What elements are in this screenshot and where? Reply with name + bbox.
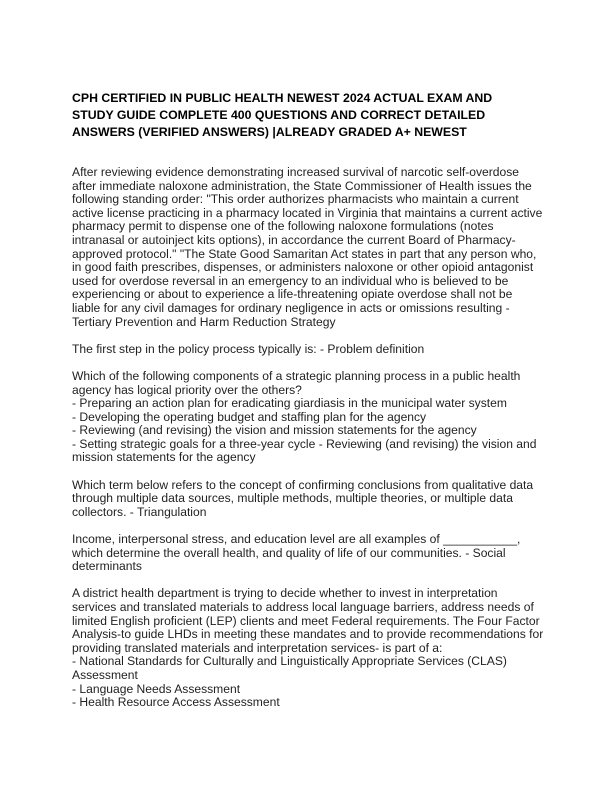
text-line: agency has logical priority over the others?	[72, 382, 302, 397]
text-line: - Preparing an action plan for eradicating giardiasis in the municipal water system	[72, 396, 507, 411]
text-line: mission statements for the agency	[72, 450, 256, 465]
text-line: - National Standards for Culturally and Linguistically Appropriate Services (CLAS)	[72, 654, 507, 669]
text-line: limited English proficient (LEP) clients and meet Federal requirements. The Four Factor	[72, 613, 540, 628]
paragraph-spacer	[72, 519, 552, 533]
text-line: The first step in the policy process typically is: - Problem definition	[72, 341, 425, 356]
document-body	[72, 166, 552, 710]
text-line: services and translated materials to address local language barriers, address needs of	[72, 600, 534, 614]
text-line: which determine the overall health, and quality of life of our communities. - Social	[72, 545, 506, 560]
text-line: pharmacy permit to dispense one of the following naloxone formulations (notes	[72, 219, 494, 234]
text-line: Which term below refers to the concept of confirming conclusions from qualitative data	[72, 477, 534, 492]
text-line: - Setting strategic goals for a three-year cycle - Reviewing (and revising) the vision and	[72, 436, 537, 451]
text-line: - Developing the operating budget and staffing plan for the agency	[72, 409, 427, 424]
paragraph-naloxone-question	[72, 166, 552, 329]
paragraph-spacer	[72, 465, 552, 479]
text-line: active license practicing in a pharmacy located in Virginia that maintains a current active	[72, 205, 543, 220]
text-line: Which of the following components of a strategic planning process in a public health	[72, 368, 521, 383]
text-line: After reviewing evidence demonstrating increased survival of narcotic self-overdose	[72, 165, 520, 179]
text-line: experiencing or about to experience a life-threatening opiate overdose shall not be	[72, 287, 513, 302]
text-line: in good faith prescribes, dispenses, or administers naloxone or other opioid antagonist	[72, 260, 534, 275]
text-line: - Reviewing (and revising) the vision and mission statements for the agency	[72, 423, 477, 438]
title-line: CPH CERTIFIED IN PUBLIC HEALTH NEWEST 2024 ACTUAL EXAM AND	[72, 91, 493, 105]
text-line: providing translated materials and interpretation services- is part of a:	[72, 640, 443, 655]
text-line: collectors. - Triangulation	[72, 504, 207, 519]
text-line: Analysis-to guide LHDs in meeting these mandates and to provide recommendations for	[72, 627, 544, 642]
text-line: Income, interpersonal stress, and education level are all examples of ___________,	[72, 532, 521, 547]
text-line: intranasal or autoinject kits options), in accordance the current Board of Pharmacy-	[72, 232, 516, 247]
paragraph-spacer	[72, 356, 552, 370]
text-line: determinants	[72, 559, 142, 574]
title-line: ANSWERS (VERIFIED ANSWERS) |ALREADY GRADED A+ NEWEST	[72, 125, 467, 139]
paragraph-social-determinants	[72, 533, 552, 574]
text-line: Tertiary Prevention and Harm Reduction Strategy	[72, 314, 336, 329]
text-line: after immediate naloxone administration, the State Commissioner of Health issues the	[72, 178, 532, 193]
text-line: Assessment	[72, 667, 138, 682]
paragraph-policy-process	[72, 343, 552, 357]
paragraph-triangulation	[72, 479, 552, 520]
text-line: through multiple data sources, multiple methods, multiple theories, or multiple data	[72, 491, 513, 506]
text-line: liable for any civil damages for ordinary negligence in acts or omissions resulting -	[72, 300, 510, 315]
text-line: A district health department is trying to decide whether to invest in interpretation	[72, 586, 498, 601]
text-line: - Health Resource Access Assessment	[72, 695, 280, 710]
paragraph-spacer	[72, 574, 552, 588]
paragraph-spacer	[72, 329, 552, 343]
text-line: approved protocol." "The State Good Samaritan Act states in part that any person who,	[72, 246, 537, 261]
text-line: following standing order: "This order authorizes pharmacists who maintain a current	[72, 192, 519, 207]
paragraph-language-assessment	[72, 587, 552, 709]
title-line: STUDY GUIDE COMPLETE 400 QUESTIONS AND CORRECT DETAILED	[72, 108, 486, 122]
text-line: - Language Needs Assessment	[72, 681, 241, 696]
document-title	[72, 90, 542, 141]
paragraph-strategic-planning	[72, 370, 552, 465]
text-line: used for overdose reversal in an emergency to an individual who is believed to be	[72, 273, 509, 288]
